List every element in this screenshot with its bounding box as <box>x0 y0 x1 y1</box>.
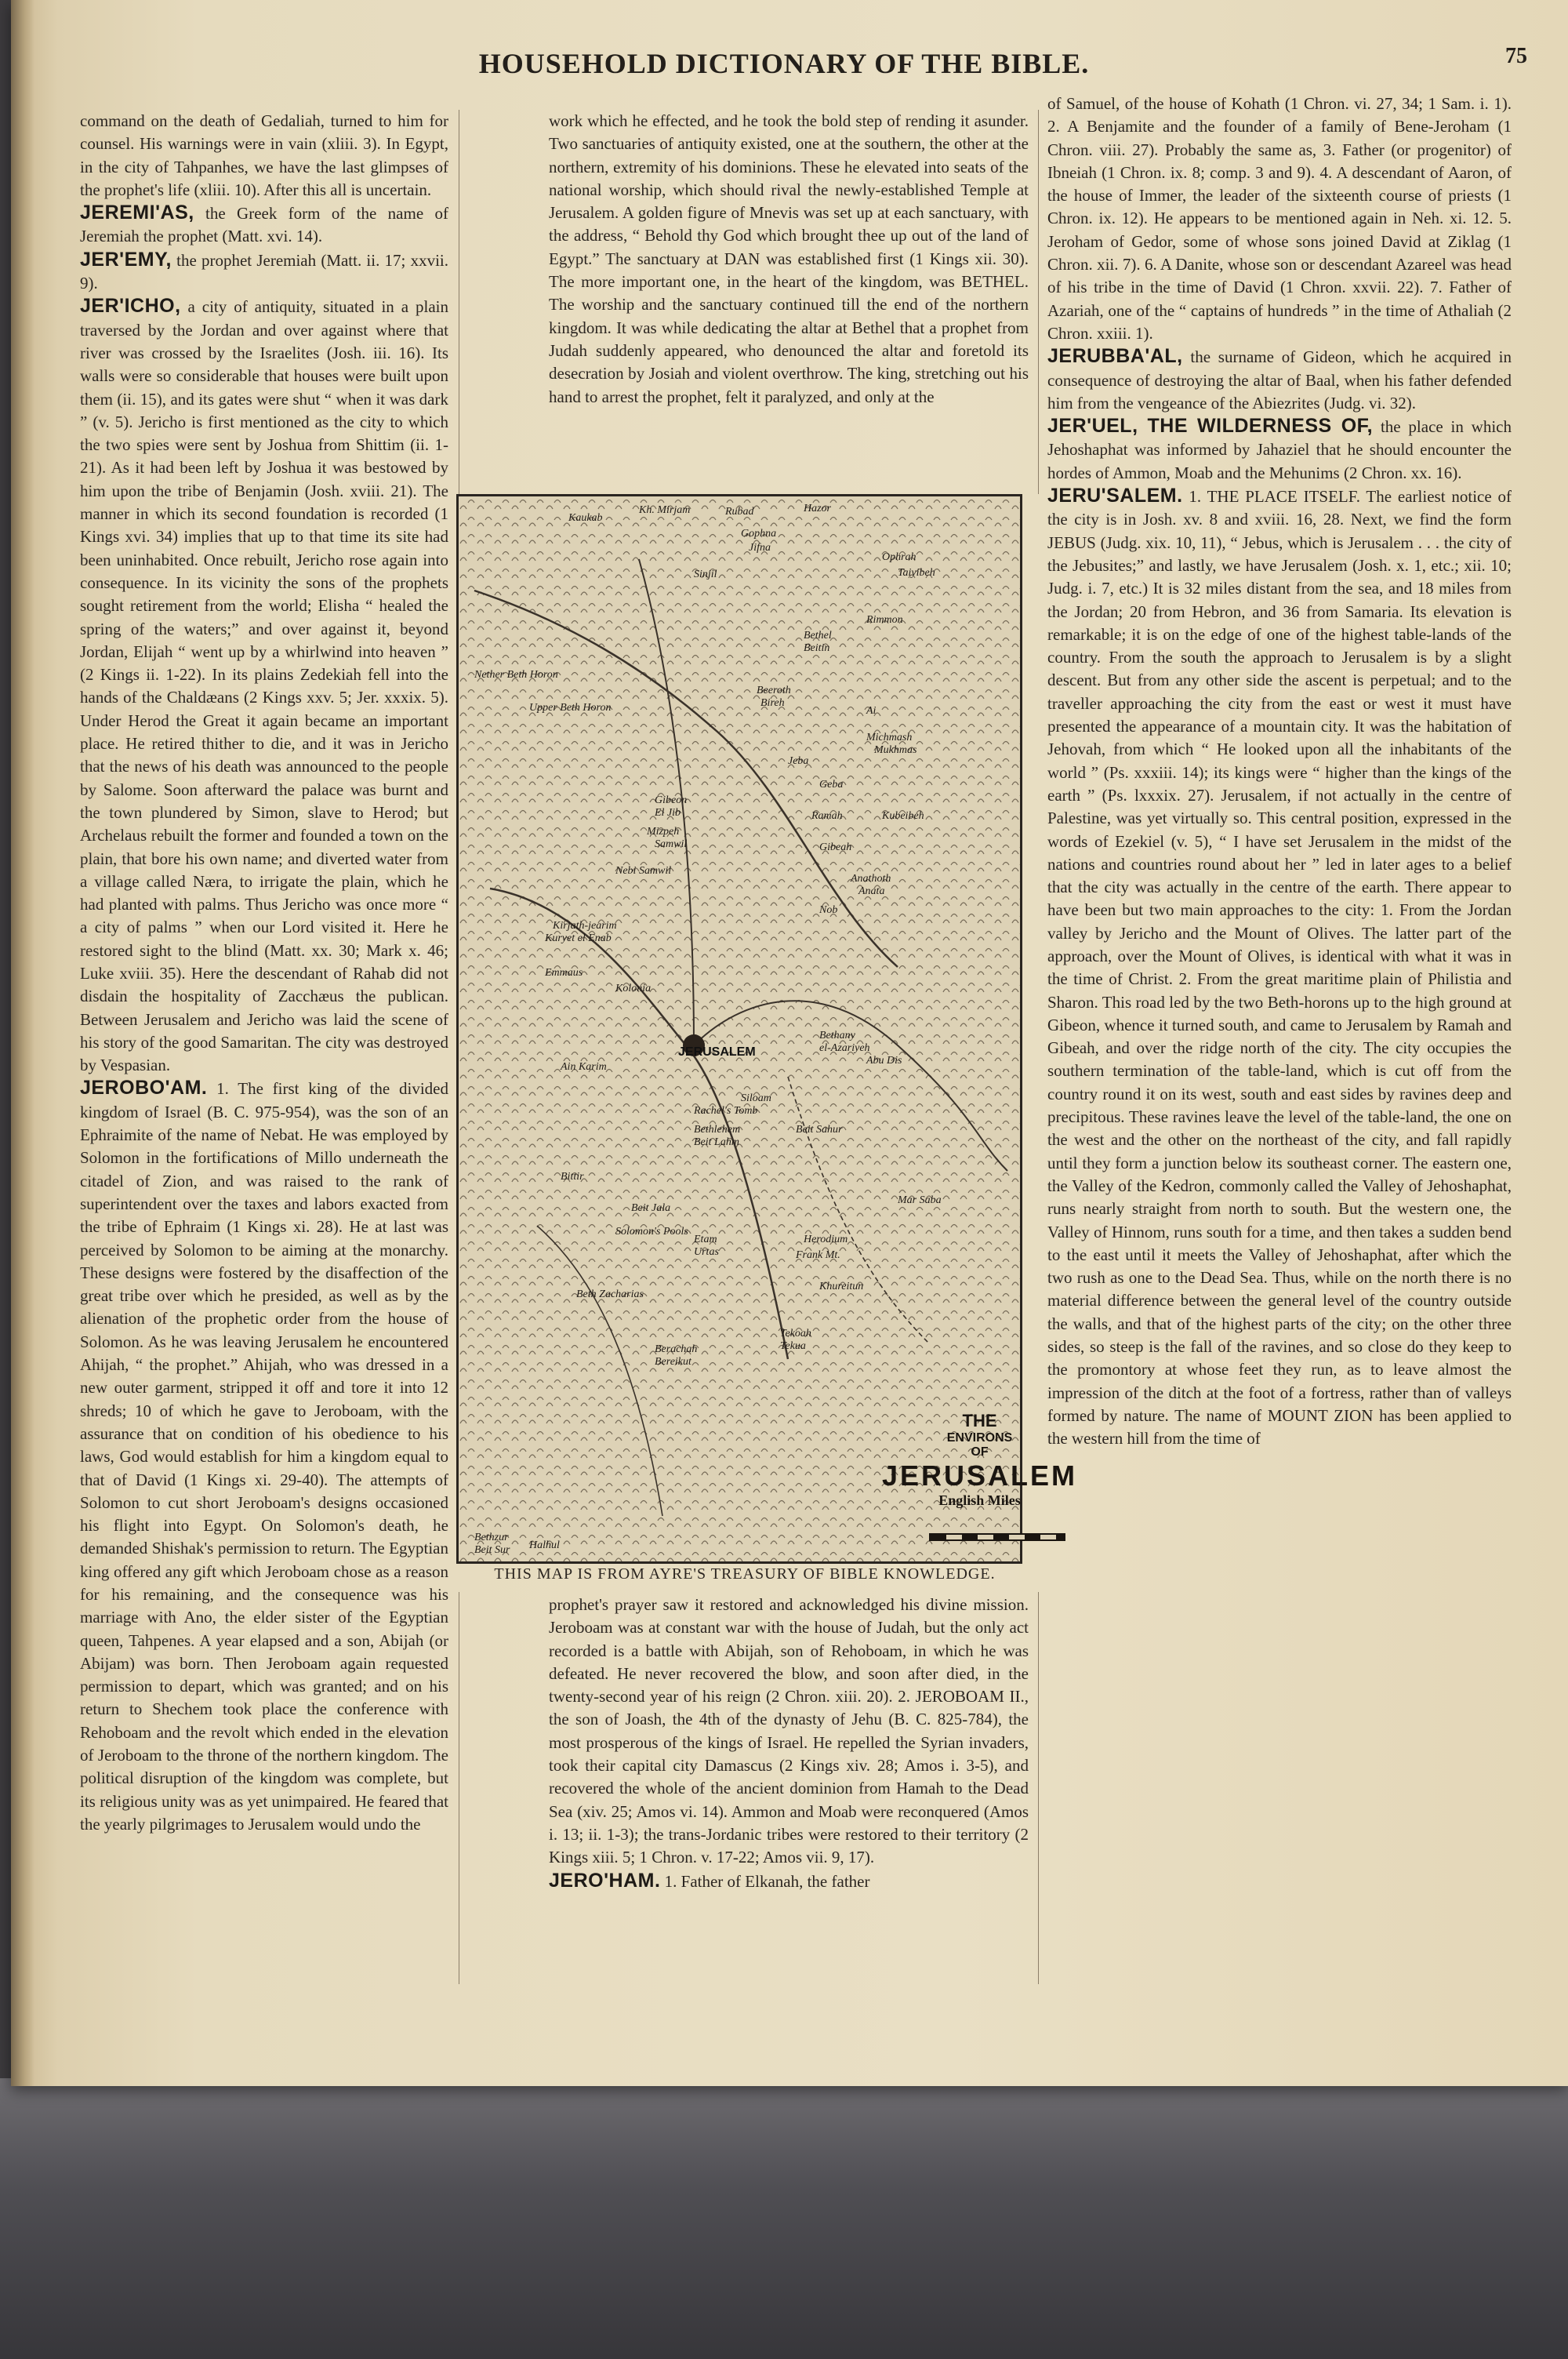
headword: JER'EMY, <box>80 248 172 271</box>
place-label: Beeroth <box>757 685 791 696</box>
map-title-line: JERUSALEM <box>882 1459 1078 1492</box>
place-label: Taiyibeh <box>898 567 935 579</box>
environs-map <box>456 494 1078 1564</box>
place-label: Siloam <box>741 1092 771 1104</box>
place-label: Khureitun <box>819 1281 864 1292</box>
place-label: Jifna <box>749 542 771 554</box>
place-label: El Jib <box>655 807 681 819</box>
headword: JEROBO'AM. <box>80 1077 208 1100</box>
place-label: Bethlehem <box>694 1124 741 1136</box>
headword: JEREMI'AS, <box>80 202 194 224</box>
middle-column-bottom <box>549 1594 1029 1986</box>
entry-jeruel <box>1047 415 1512 485</box>
headword: JER'UEL, THE WILDERNESS OF, <box>1047 415 1374 438</box>
paragraph-continued: work which he effected, and he took the bold step of rending it asunder. Two sanctuaries of antiquity existed, one at the southern, the other at the northern, extremity of his dominions. These he elevated into seats of the national worship, which should rival the newly-established Temple at Jerusalem. A golden figure of Mnevis was set up at each sanctuary, with the address, “ Behold thy God which brought thee up out of the land of Egypt.” The sanctuary at DAN was established first (1 Kings xii. 30). The more important one, in the heart of the kingdom, was BETHEL. The worship and the sanctuary continued till the end of the northern kingdom. It was while dedicating the altar at Bethel that a prophet from Judah suddenly appeared, who denounced the altar and foretold its desecration by Josiah and violent overthrow. The king, stretching out his hand to arrest the prophet, felt it paralyzed, and only at the <box>549 111 1029 406</box>
jerusalem-label: JERUSALEM <box>678 1045 756 1059</box>
entry-jeroham <box>549 1870 1029 1893</box>
place-label: Nebi Samwil <box>615 865 672 877</box>
terrain-hatching <box>459 496 1020 1561</box>
place-label: Solomon's Pools <box>615 1226 688 1238</box>
running-title: HOUSEHOLD DICTIONARY OF THE BIBLE. <box>478 48 1090 79</box>
place-label: Beit Jala <box>631 1202 671 1214</box>
place-label: Geba <box>819 779 844 791</box>
place-label: Kolonia <box>615 983 652 994</box>
entry-text: the place in which Jehoshaphat was informed by Jahaziel that he should encounter the hordes of Ammon, Moab and the Mehunims (2 Chron. xx. 16). <box>1047 417 1512 482</box>
place-label: Ai <box>866 705 877 717</box>
place-label: Nether Beth Horon <box>474 669 558 681</box>
place-label: Beit Sahur <box>796 1124 843 1136</box>
page-gutter <box>11 0 34 2086</box>
place-label: Anata <box>858 885 885 897</box>
entry-text: the Greek form of the name of Jeremiah the prophet (Matt. xvi. 14). <box>80 204 448 246</box>
table-surface <box>0 2078 1568 2359</box>
place-label: Etam <box>694 1234 717 1245</box>
place-label: Ramah <box>811 810 843 822</box>
place-label: Halhul <box>529 1539 560 1551</box>
place-label: Kuryet el Enab <box>545 932 612 944</box>
entry-jericho <box>80 295 448 1077</box>
place-label: Gophna <box>741 528 777 540</box>
place-label: Mizpeh <box>647 826 680 838</box>
map-title-line: THE <box>962 1411 997 1430</box>
map-title-line: ENVIRONS <box>946 1431 1013 1445</box>
place-label: Beitin <box>804 642 830 654</box>
scale-label: English Miles <box>938 1492 1021 1508</box>
place-label: Mukhmas <box>874 744 917 756</box>
place-label: Berachah <box>655 1343 698 1355</box>
place-label: Mar Saba <box>898 1194 942 1206</box>
paragraph-continued: command on the death of Gedaliah, turned to him for counsel. His warnings were in vain (xliii. 3). In Egypt, in the city of Tahpanhes, we have the last glimpses of the prophet's life (xliii. 10). After this all is uncertain. <box>80 111 448 199</box>
entry-jerusalem <box>1047 485 1512 1450</box>
place-label: Emmaus <box>545 967 583 979</box>
place-label: Bireh <box>760 697 785 709</box>
headword: JER'ICHO, <box>80 295 181 318</box>
place-label: Beit Lahm <box>694 1136 739 1148</box>
paragraph-continued: prophet's prayer saw it restored and acknowledged his divine mission. Jeroboam was at constant war with the house of Judah, but the only act recorded is a battle with Abijah, son of Rehoboam, in which he was defeated. He never recovered the blow, and soon after died, in the twenty-second year of his reign (2 Chron. xiii. 20). 2. JEROBOAM II., the son of Joash, the 4th of the dynasty of Jehu (B. C. 825-784), the most prosperous of the kings of Israel. He repelled the Syrian invaders, took their capital city Damascus (2 Kings xiv. 28; Amos i. 3-5), and recovered the whole of the ancient dominion from Hamah to the Dead Sea (xiv. 25; Amos vi. 14). Ammon and Moab were reconquered (Amos i. 13; ii. 1-3); the trans-Jordanic tribes were restored to their territory (2 Kings xiii. 5; 1 Chron. v. 17-22; Amos vii. 9, 17). <box>549 1595 1029 1867</box>
map-title-line: OF <box>971 1445 989 1459</box>
place-label: Rachel's Tomb <box>694 1105 758 1117</box>
paragraph-continued: of Samuel, of the house of Kohath (1 Chron. vi. 27, 34; 1 Sam. i. 1). 2. A Benjamite and the founder of a family of Bene-Jeroham (1 Chron. viii. 27). Probably the same as, 3. Father (or progenitor) of Ibneiah (1 Chron. ix. 8; comp. 3 and 9). 4. A descendant of Aaron, of the house of Immer, the leader of the sixteenth course of priests (1 Chron. ix. 12). He appears to be mentioned again in Neh. xi. 12. 5. Jeroham of Gedor, some of whose sons joined David at Ziklag (1 Chron. xii. 7). 6. A Danite, whose son or descendant Azareel was head of his tribe in the time of David (1 Chron. xxvii. 22). 7. Father of Azariah, one of the “ captains of hundreds ” in the time of Athaliah (2 Chron. xxiii. 1). <box>1047 94 1512 343</box>
entry-text: the surname of Gideon, which he acquired in consequence of destroying the altar of Baal, when his father defended him from the vengeance of the Abiezrites (Judg. vi. 32). <box>1047 347 1512 413</box>
place-label: Herodium <box>804 1234 848 1245</box>
place-label: Bereikut <box>655 1356 691 1368</box>
place-label: Beth Zacharias <box>576 1289 644 1300</box>
place-label: Nob <box>819 904 838 916</box>
page-number: 75 <box>1505 44 1527 68</box>
place-label: Bittir <box>561 1171 584 1183</box>
place-label: Ophrah <box>882 551 916 563</box>
place-label: Beit Sur <box>474 1544 510 1556</box>
place-label: Bethel <box>804 630 832 642</box>
entry-jeroboam <box>80 1077 448 1836</box>
map-caption: THIS MAP IS FROM AYRE'S TREASURY OF BIBLE KNOWLEDGE. <box>494 1565 996 1583</box>
entry-text: the prophet Jeremiah (Matt. ii. 17; xxvii. 9). <box>80 250 448 293</box>
scale-bar <box>929 1533 1065 1541</box>
place-label: Anathoth <box>851 873 891 885</box>
middle-column-top <box>549 110 1029 493</box>
headword: JERU'SALEM. <box>1047 485 1183 507</box>
column-rule-right-lower <box>1038 1592 1039 1984</box>
entry-text: 1. Father of Elkanah, the father <box>660 1871 870 1891</box>
entry-jeremy <box>80 249 448 296</box>
entry-jeremias <box>80 202 448 249</box>
place-label: Frank Mt. <box>796 1249 840 1261</box>
headword: JERUBBA'AL, <box>1047 345 1183 368</box>
place-label: Tekoah <box>780 1328 811 1339</box>
place-label: Kaukab <box>568 512 603 524</box>
place-label: Urtas <box>694 1246 719 1258</box>
place-label: Rubad <box>725 506 754 518</box>
place-label: Hazor <box>804 503 832 514</box>
place-label: Kh. Mirjam <box>639 504 691 516</box>
place-label: Michmash <box>866 732 913 743</box>
headword: JERO'HAM. <box>549 1869 661 1892</box>
place-label: Gibeon <box>655 794 688 806</box>
left-column <box>80 110 448 1961</box>
place-label: Gibeah <box>819 841 852 853</box>
place-label: Kubeibeh <box>882 810 924 822</box>
column-rule-right <box>1038 110 1039 494</box>
entry-text: 1. The first king of the divided kingdom of Israel (B. C. 975-954), was the son of an Ephraimite of the name of Nebat. He was employed by Solomon in the fortifications of Millo underneath the citadel of Zion, and was raised to the rank of superintendent over the taxes and labors exacted from the tribe of Ephraim (1 Kings xi. 28). He at last was perceived by Solomon to be aiming at the monarchy. These designs were fostered by the disaffection of the great tribe over which he presided, as well as by the alienation of the prophetic order from the house of Solomon. As he was leaving Jerusalem he encountered Ahijah, “ the prophet.” Ahijah, who was dressed in a new outer garment, stripped it off and tore it into 12 shreds; 10 of which he gave to Jeroboam, with the assurance that on condition of his obedience to his laws, God would establish for him a kingdom equal to that of David (1 Kings xi. 29-40). The attempts of Solomon to cut short Jeroboam's designs occasioned his flight into Egypt. On Solomon's death, he demanded Shishak's permission to return. The Egyptian king offered any gift which Jeroboam chose as a reason for his remaining, and the consequence was his marriage with Ano, the elder sister of the Egyptian queen, Tahpenes. A year elapsed and a son, Abijah (or Abijam) was born. Then Jeroboam again requested permission to depart, which was granted; and on his return to Shechem took place the conference with Rehoboam and the revolt which ended in the elevation of Jeroboam to the throne of the northern kingdom. The political disruption of the kingdom was complete, but its religious unity was as yet unimpaired. He feared that the yearly pilgrimages to Jerusalem would undo the <box>80 1079 448 1834</box>
place-label: Abu Dis <box>866 1055 902 1067</box>
entry-jerubbaal <box>1047 345 1512 415</box>
place-label: Tekua <box>780 1340 806 1352</box>
place-label: Upper Beth Horon <box>529 702 612 714</box>
place-label: Jeba <box>788 755 809 767</box>
place-label: el-Azariyeh <box>819 1042 870 1054</box>
entry-text: 1. THE PLACE ITSELF. The earliest notice of the city is in Josh. xv. 8 and xviii. 16, 28. Next, we find the form JEBUS (Judg. xix. 10, 11), “ Jebus, which is Jerusalem . . . the city of the Jebusites;” and lastly, we have Jerusalem (Josh. x. 1, etc.; xii. 10; Judg. i. 7, etc.) It is 32 miles distant from the sea, and 18 miles from the Jordan; 20 from Hebron, and 36 from Samaria. Its elevation is remarkable; it is on the edge of one of the highest table-lands of the country. From the south the approach to Jerusalem is by a slight descent. But from any other side the ascent is perpetual; and to the traveller approaching the city from the east or west it must have presented the appearance of a mountain city. It was the habitation of Jehovah, from which “ He looked upon all the inhabitants of the world ” (Ps. xxxiii. 14); its kings were “ higher than the kings of the earth ” (Ps. lxxxix. 27). Jerusalem, if not actually in the centre of Palestine, was yet virtually so. This central position, expressed in the words of Ezekiel (v. 5), “ I have set Jerusalem in the midst of the nations and countries round about her ” led in later ages to a belief that the city was actually in the centre of the earth. There appear to have been but two main approaches to the city: 1. From the Jordan valley by Jericho and the Mount of Olives. The latter part of the approach, over the Mount of Olives, is identical with what it was in the time of Christ. 2. From the great maritime plain of Philistia and Sharon. This road led by the two Beth-horons up to the high ground at Gibeon, whence it turned south, and came to Jerusalem by Ramah and Gibeah, and over the ridge north of the city. The city occupies the southern termination of the table-land, which is cut off from the country round it on its west, south and east sides by ravines deep and precipitous. These ravines leave the level of the table-land, the one on the west and the other on the northeast of the city, and fall rapidly until they form a junction below its southeast corner. The eastern one, the Valley of the Kedron, commonly called the Valley of Jehoshaphat, runs nearly straight from north to south. But the western one, the Valley of Hinnom, runs south for a time, and then takes a sudden bend to the east until it meets the Valley of Jehoshaphat, after which the two rush as one to the Dead Sea. Thus, while on the north there is no material difference between the general level of the country outside the walls, and that of the highest parts of the city; on the other three sides, so steep is the fall of the ravines, and so close do they keep to the promontory at whose feet they run, as to leave almost the impression of the ditch at the foot of a fortress, rather than of valleys formed by nature. The name of MOUNT ZION has been applied to the western hill from the time of <box>1047 487 1512 1448</box>
place-label: Samwil <box>655 838 688 850</box>
place-label: Bethany <box>819 1030 855 1041</box>
place-label: Rimmon <box>866 614 903 626</box>
place-label: Bethzur <box>474 1532 509 1543</box>
place-label: Sinjil <box>694 569 717 580</box>
right-column <box>1047 93 1512 1990</box>
place-label: Kirjath-jearim <box>553 920 617 932</box>
map-drawing <box>459 496 1020 1561</box>
entry-text: a city of antiquity, situated in a plain traversed by the Jordan and over against where that river was crossed by the Israelites (Josh. iii. 16). Its walls were so considerable that houses were built upon them (ii. 15), and its gates were shut “ when it was dark ” (v. 5). Jericho is first mentioned as the city to which the two spies were sent by Joshua from Shittim (ii. 1-21). As it had been left by Joshua it was bestowed by him upon the tribe of Benjamin (Josh. xviii. 21). The manner in which its second foundation is recorded (1 Kings xvi. 34) implies that up to that time its site had been uninhabited. Once rebuilt, Jericho rose again into consequence. In its vicinity the sons of the prophets sought retirement from the world; Elisha “ healed the spring of the waters;” and over against it, beyond Jordan, Elijah “ went up by a whirlwind into heaven ” (2 Kings ii. 1-22). In its plains Zedekiah fell into the hands of the Chaldæans (2 Kings xxv. 5; Jer. xxxix. 5). Under Herod the Great it again became an important place. He retired thither to die, and it was in Jericho that the news of his death was announced to the people by Salome. Soon afterward the palace was burnt and the town plundered by Simon, slave to Herod; but Archelaus rebuilt the former and founded a town on the plain, that bore his own name; and diverted water from a village called Næra, to irrigate the plain, which he had planted with palms. Thus Jericho was once more “ a city of palms ” when our Lord visited it. Here he restored sight to the blind (Matt. xx. 30; Mark x. 46; Luke xviii. 35). Here the descendant of Rahab did not disdain the hospitality of Zacchæus the publican. Between Jerusalem and Jericho was laid the scene of his story of the good Samaritan. The city was destroyed by Vespasian. <box>80 297 448 1075</box>
place-label: Ain Karim <box>561 1061 607 1073</box>
